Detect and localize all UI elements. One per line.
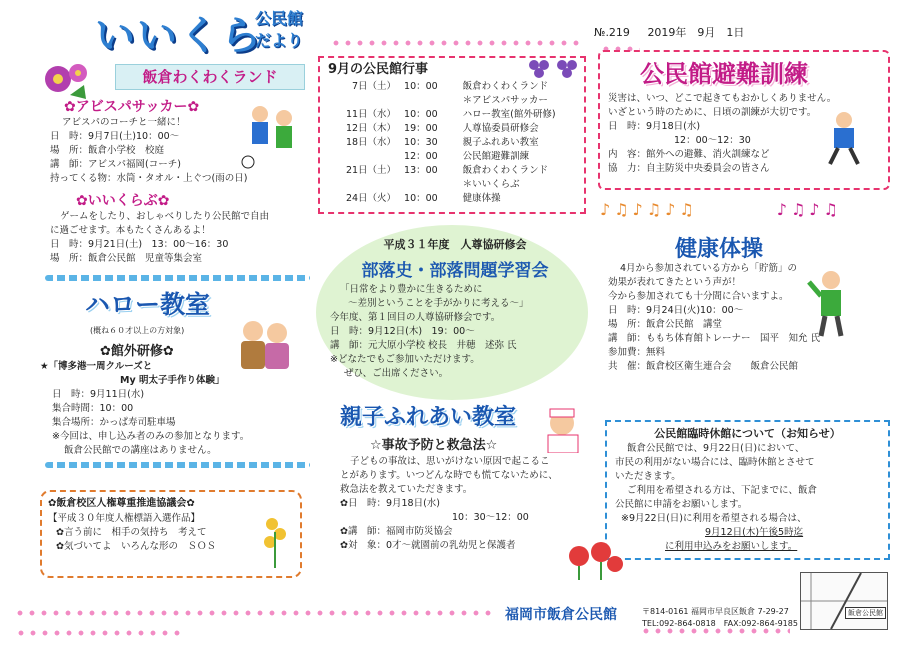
kenko-line: 共 催：飯倉校区衛生連合会 飯倉公民館 — [608, 361, 799, 372]
soccer-illustration — [240, 100, 302, 172]
wave-divider — [45, 462, 310, 468]
iikurabu-line: に過ごせます。本もたくさんあるよ！ — [50, 225, 211, 236]
kenko-line: 日 時：9月24日(火)10：00～ — [608, 305, 744, 316]
schedule-event: 人尊協委員研修会 — [462, 123, 539, 134]
issue-info — [594, 24, 744, 40]
schedule-row — [328, 94, 576, 108]
kyukan-line: 飯倉公民館では、9月22日(日)において、 — [627, 443, 805, 454]
schedule-event: 健康体操 — [462, 193, 501, 204]
schedule-date: 11日（水） — [345, 109, 397, 120]
schedule-time — [396, 94, 463, 108]
oyako-line: 10：30～12：00 — [452, 512, 529, 523]
oyako-line: とがあります。いつどんな時でも慌てないために、 — [340, 470, 558, 481]
schedule-row — [328, 122, 576, 136]
schedule-row — [328, 108, 576, 122]
schedule-date — [328, 94, 396, 108]
schedule-event: ハロー教室(館外研修) — [462, 109, 556, 120]
running-person-illustration — [820, 110, 868, 166]
oyako-line: 救急法を教えていただきます。 — [340, 484, 473, 495]
hinan-line: 災害は、いつ、どこで起きてもおかしくありません。 — [608, 93, 837, 104]
schedule-date: 21日（土） — [345, 165, 397, 176]
oyako-sub: ☆事故予防と救急法☆ — [370, 438, 498, 453]
access-map — [800, 572, 888, 630]
hello-line: 集合場所：かっぱ寿司駐車場 — [52, 417, 176, 428]
schedule-row — [328, 164, 576, 178]
schedule-event: 飯倉わくわくランド — [462, 81, 549, 92]
jinken-box — [40, 490, 302, 578]
schedule-row — [328, 136, 576, 150]
oyako-section — [340, 455, 600, 553]
music-notes-decoration: ♪♫♪♫♪♫ ♪♫♪♫ — [600, 200, 842, 219]
footer-name: 福岡市飯倉公民館 — [505, 607, 617, 623]
kenko-line: 今から参加されても十分間に合いますよ。 — [608, 291, 789, 302]
schedule-event: 親子ふれあい教室 — [462, 137, 539, 148]
kyukan-line: いただきます。 — [615, 471, 681, 482]
footer-tel: TEL:092-864-0818 FAX:092-864-9185 — [642, 619, 798, 628]
nurse-illustration — [540, 405, 590, 453]
schedule-time: 19：00 — [404, 123, 438, 134]
yellow-flower-illustration — [258, 512, 292, 568]
iikurabu-title: ✿いいくらぶ✿ — [76, 193, 170, 209]
kyukan-title: 公民館臨時休館について（お知らせ） — [654, 427, 841, 440]
oyako-line: ✿講 師：福岡市防災協会 — [340, 526, 453, 537]
buraku-line: 「日常をより豊かに生きるために — [340, 284, 483, 295]
hinan-line: 協 力：自主防災中央委員会の皆さん — [608, 163, 770, 174]
hinan-line: いざという時のために、日頃の訓練が大切です。 — [608, 107, 817, 118]
event-header-label: 飯倉わくわくランド — [142, 68, 278, 86]
map-label: 飯倉公民館 — [845, 607, 886, 619]
schedule-row — [328, 150, 576, 164]
abispa-line: 日 時：9月7日(土)10：00～ — [50, 131, 180, 142]
issue-number: №.219 — [594, 26, 630, 39]
schedule-row — [328, 178, 576, 192]
kenko-title: 健康体操 — [675, 237, 764, 262]
schedule-event: 公民館避難訓練 — [462, 151, 530, 162]
grapes-illustration — [526, 55, 581, 81]
schedule-event: ＊いいくらぶ — [462, 179, 520, 190]
iikurabu-section — [50, 190, 310, 266]
top-dot-border — [330, 40, 580, 46]
buraku-line: 講 師：元大原小学校 校長 井穂 述弥 氏 — [330, 340, 517, 351]
schedule-time: 10：00 — [404, 81, 438, 92]
buraku-line: 日 時：9月12日(木) 19：00～ — [330, 326, 475, 337]
oyako-line: 子どもの事故は、思いがけない原因で起こるこ — [350, 456, 550, 467]
hello-title: ハロー教室 — [85, 290, 211, 319]
schedule-time: 10：00 — [404, 109, 438, 120]
hinan-line: 12：00～12：30 — [674, 135, 751, 146]
schedule-time: 13：00 — [404, 165, 438, 176]
abispa-line: 持ってくる物：水筒・タオル・上ぐつ(雨の日) — [50, 173, 248, 184]
hello-line: My 明太子手作り体験」 — [120, 375, 225, 386]
footer-address: 〒814-0161 福岡市早良区飯倉 7-29-27 — [642, 607, 789, 616]
kenko-line: 場 所：飯倉公民館 講堂 — [608, 319, 723, 330]
schedule-row — [328, 192, 576, 206]
hello-line: 飯倉公民館での講座はありません。 — [64, 445, 217, 456]
schedule-date: 18日（水） — [345, 137, 397, 148]
oyako-line: ✿対 象：0才～就園前の乳幼児と保護者 — [340, 540, 516, 551]
hello-line: 日 時：9月11日(水) — [52, 389, 145, 400]
abispa-line: 講 師：アビスパ福岡(コーチ) — [50, 159, 181, 170]
jinken-title: ✿飯倉校区人権尊重推進協議会✿ — [48, 498, 195, 509]
hello-line: 集合時間：10：00 — [52, 403, 134, 414]
event-header-banner — [115, 64, 305, 90]
abispa-line: アビスパのコーチと一緒に！ — [62, 117, 186, 128]
schedule-time: 12：00 — [404, 151, 438, 162]
iikurabu-line: ゲームをしたり、おしゃべりしたり公民館で自由 — [60, 211, 270, 222]
masthead-sub1: 公民館 — [255, 9, 304, 28]
abispa-line: 場 所：飯倉小学校 校庭 — [50, 145, 165, 156]
hello-line: ★「博多港一周クルーズと — [40, 361, 153, 372]
buraku-title: 部落史・部落問題学習会 — [361, 261, 549, 281]
wave-divider — [45, 275, 310, 281]
schedule-date — [328, 150, 396, 164]
kenko-line: 効果が表れてきたという声が！ — [608, 277, 742, 288]
buraku-section — [330, 236, 580, 381]
schedule-date: 24日（火） — [345, 193, 397, 204]
masthead — [95, 4, 325, 59]
jinken-line: 【平成３０年度人権標語入選作品】 — [48, 513, 201, 524]
kyukan-line: 市民の利用がない場合には、臨時休館とさせて — [615, 457, 815, 468]
schedule-date — [328, 178, 396, 192]
hello-note: (概ね６０才以上の方対象) — [90, 326, 185, 335]
iikurabu-line: 日 時：9月21日(土) 13：00～16：30 — [50, 239, 229, 250]
masthead-title: いいくら — [95, 13, 263, 59]
hinan-title: 公民館避難訓練 — [640, 60, 808, 88]
issue-date: 2019年 9月 1日 — [647, 26, 745, 39]
oyako-line: ✿日 時：9月18日(水) — [340, 498, 441, 509]
iikurabu-line: 場 所：飯倉公民館 児童等集会室 — [50, 253, 203, 264]
kyukan-line: ※9月22日(日)に利用を希望される場合は、 — [621, 513, 807, 524]
buraku-line: ～差別ということを手がかりに考える～」 — [348, 298, 529, 309]
schedule-event: 飯倉わくわくランド — [462, 165, 549, 176]
hello-sub: ✿館外研修✿ — [100, 344, 174, 359]
schedule-time: 10：30 — [404, 137, 438, 148]
oyako-title: 親子ふれあい教室 — [340, 405, 517, 430]
jinken-line: ✿言う前に 相手の気持ち 考えて — [56, 527, 207, 538]
bottom-dot-border-left — [15, 630, 185, 636]
kyukan-line: ご利用を希望される方は、下記までに、飯倉 — [627, 485, 818, 496]
red-flower-illustration — [565, 540, 625, 580]
kyukan-line: 9月12日(木)午後5時迄 — [705, 527, 804, 538]
kyukan-box — [605, 420, 890, 560]
schedule-date: 12日（木） — [345, 123, 397, 134]
buraku-line: 今年度、第１回目の人尊協研修会です。 — [330, 312, 501, 323]
schedule-time — [396, 178, 463, 192]
hinan-line: 内 容：館外への避難、消火訓練など — [608, 149, 770, 160]
kenko-section — [608, 262, 888, 374]
masthead-sub2: だより — [255, 31, 304, 50]
kyukan-line: 公民館に申請をお願いします。 — [615, 499, 748, 510]
kenko-line: 講 師：ももち体育館トレーナー 国平 知允 氏 — [608, 333, 821, 344]
schedule-time: 10：00 — [404, 193, 438, 204]
schedule-title: 9月の公民館行事 — [328, 62, 429, 77]
hinan-line: 日 時：9月18日(水) — [608, 121, 701, 132]
schedule-table — [328, 80, 576, 206]
bottom-dot-border — [14, 610, 494, 616]
hello-section — [40, 360, 310, 458]
schedule-row — [328, 80, 576, 94]
kyukan-line: に利用申込みをお願いします。 — [665, 541, 798, 552]
buraku-line: ぜひ、ご出席ください。 — [344, 368, 449, 379]
abispa-title: ✿アビスパサッカー✿ — [64, 99, 200, 115]
hello-line: ※今回は、申し込み者のみの参加となります。 — [52, 431, 250, 442]
schedule-event: ＊アビスパサッカー — [462, 95, 548, 106]
schedule-date: 7日（土） — [351, 81, 397, 92]
buraku-header: 平成３１年度 人尊協研修会 — [383, 238, 527, 251]
buraku-line: ※どなたでもご参加いただけます。 — [330, 354, 480, 365]
kenko-line: 4月から参加されている方から「貯筋」の — [620, 263, 798, 274]
kenko-line: 参加費：無料 — [608, 347, 666, 358]
jinken-line: ✿気づいてよ いろんな形の ＳＯＳ — [56, 541, 216, 552]
